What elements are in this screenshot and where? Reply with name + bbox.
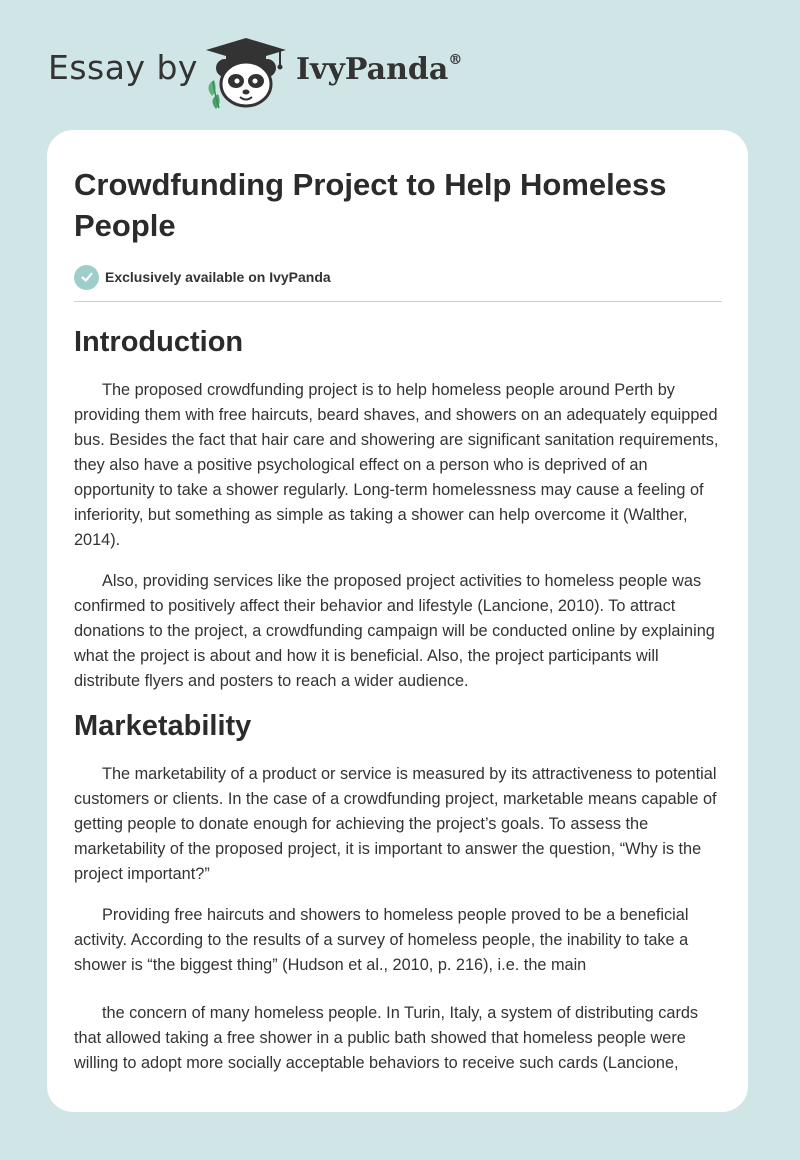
article-content — [74, 164, 722, 1076]
essay-by-label: Essay by — [48, 48, 198, 87]
paragraph: Also, providing services like the proposed project activities to homeless people was confirmed to positively affect their behavior and lifestyle (Lancione, 2010). To attract donations to the project, a crowdfunding campaign will be conducted online by explaining what the project is about and how it is beneficial. Also, the project participants will distribute flyers and posters to reach a wider audience. — [74, 572, 715, 690]
paragraph: the concern of many homeless people. In Turin, Italy, a system of distributing cards that allowed taking a free shower in a public bath showed that homeless people were willing to adopt more socially acceptable behaviors to receive such cards (Lancione, — [74, 1004, 699, 1072]
paragraph: The proposed crowdfunding project is to help homeless people around Perth by providing them with free haircuts, beard shaves, and showers on an adequately equipped bus. Besides the fact that hair care and showering are significant sanitation requirements, they also have a positive psychological effect on a person who is deprived of an opportunity to take a shower regularly. Long-term homelessness may cause a feeling of inferiority, but something as simple as taking a shower can help overcome it (Walther, 2014). — [74, 381, 719, 549]
section-heading-marketability: Marketability — [74, 710, 252, 742]
check-icon — [74, 265, 99, 290]
ivypanda-panda-logo-icon[interactable] — [200, 34, 292, 110]
article-card — [47, 130, 748, 1112]
page-title: Crowdfunding Project to Help Homeless People — [74, 167, 667, 243]
exclusive-label: Exclusively available on IvyPanda — [105, 269, 331, 285]
paragraph: The marketability of a product or service is measured by its attractiveness to potential customers or clients. In the case of a crowdfunding project, marketable means capable of getting people to donate enough for achieving the project’s goals. To assess the marketability of the proposed project, it is important to answer the question, “Why is the project important?” — [74, 765, 717, 883]
paragraph: Providing free haircuts and showers to homeless people proved to be a beneficial activity. According to the results of a survey of homeless people, the inability to take a shower is “the biggest thing” (Hudson et al., 2010, p. 216), i.e. the main — [74, 906, 689, 974]
divider — [74, 301, 722, 302]
section-heading-introduction: Introduction — [74, 326, 244, 358]
brand-text: IvyPanda — [296, 52, 449, 87]
site-header — [0, 0, 800, 120]
exclusive-badge — [74, 264, 722, 290]
registered-mark: ® — [448, 52, 463, 68]
brand-name[interactable] — [296, 52, 462, 87]
